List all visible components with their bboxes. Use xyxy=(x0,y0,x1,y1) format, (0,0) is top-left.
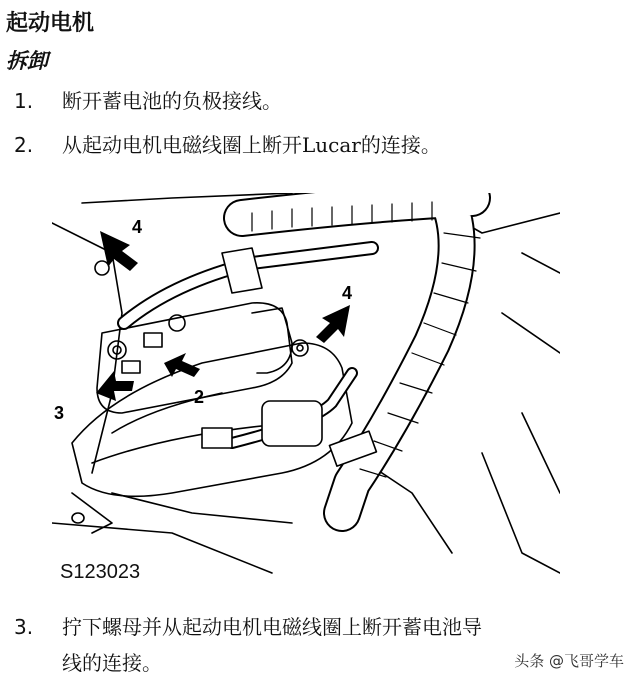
callout-label-4a: 4 xyxy=(132,217,143,237)
figure-code: S123023 xyxy=(60,561,141,583)
step-text: 拧下螺母并从起动电机电磁线圈上断开蓄电池导 xyxy=(62,615,482,639)
watermark: 头条 @飞哥学车 xyxy=(510,649,628,672)
step-number: 1. xyxy=(14,89,34,113)
step-number: 2. xyxy=(14,133,34,157)
section-subtitle: 拆卸 xyxy=(6,49,48,73)
step-3 xyxy=(14,610,482,644)
callout-label-4b: 4 xyxy=(342,283,353,303)
illustration-svg xyxy=(52,193,560,595)
section-title: 起动电机 xyxy=(6,11,95,36)
callout-arrow-4b xyxy=(316,305,350,343)
step-1 xyxy=(14,84,282,118)
callout-label-3: 3 xyxy=(54,403,65,423)
callout-label-2: 2 xyxy=(194,387,205,407)
step-text: 断开蓄电池的负极接线。 xyxy=(62,89,282,113)
step-2 xyxy=(14,128,441,162)
starter-motor-illustration xyxy=(52,193,560,595)
callout-arrow-4a xyxy=(100,231,138,271)
step-text: 从起动电机电磁线圈上断开Lucar的连接。 xyxy=(62,133,441,157)
step-number: 3. xyxy=(14,615,34,639)
step-3-continuation: 线的连接。 xyxy=(62,651,162,675)
